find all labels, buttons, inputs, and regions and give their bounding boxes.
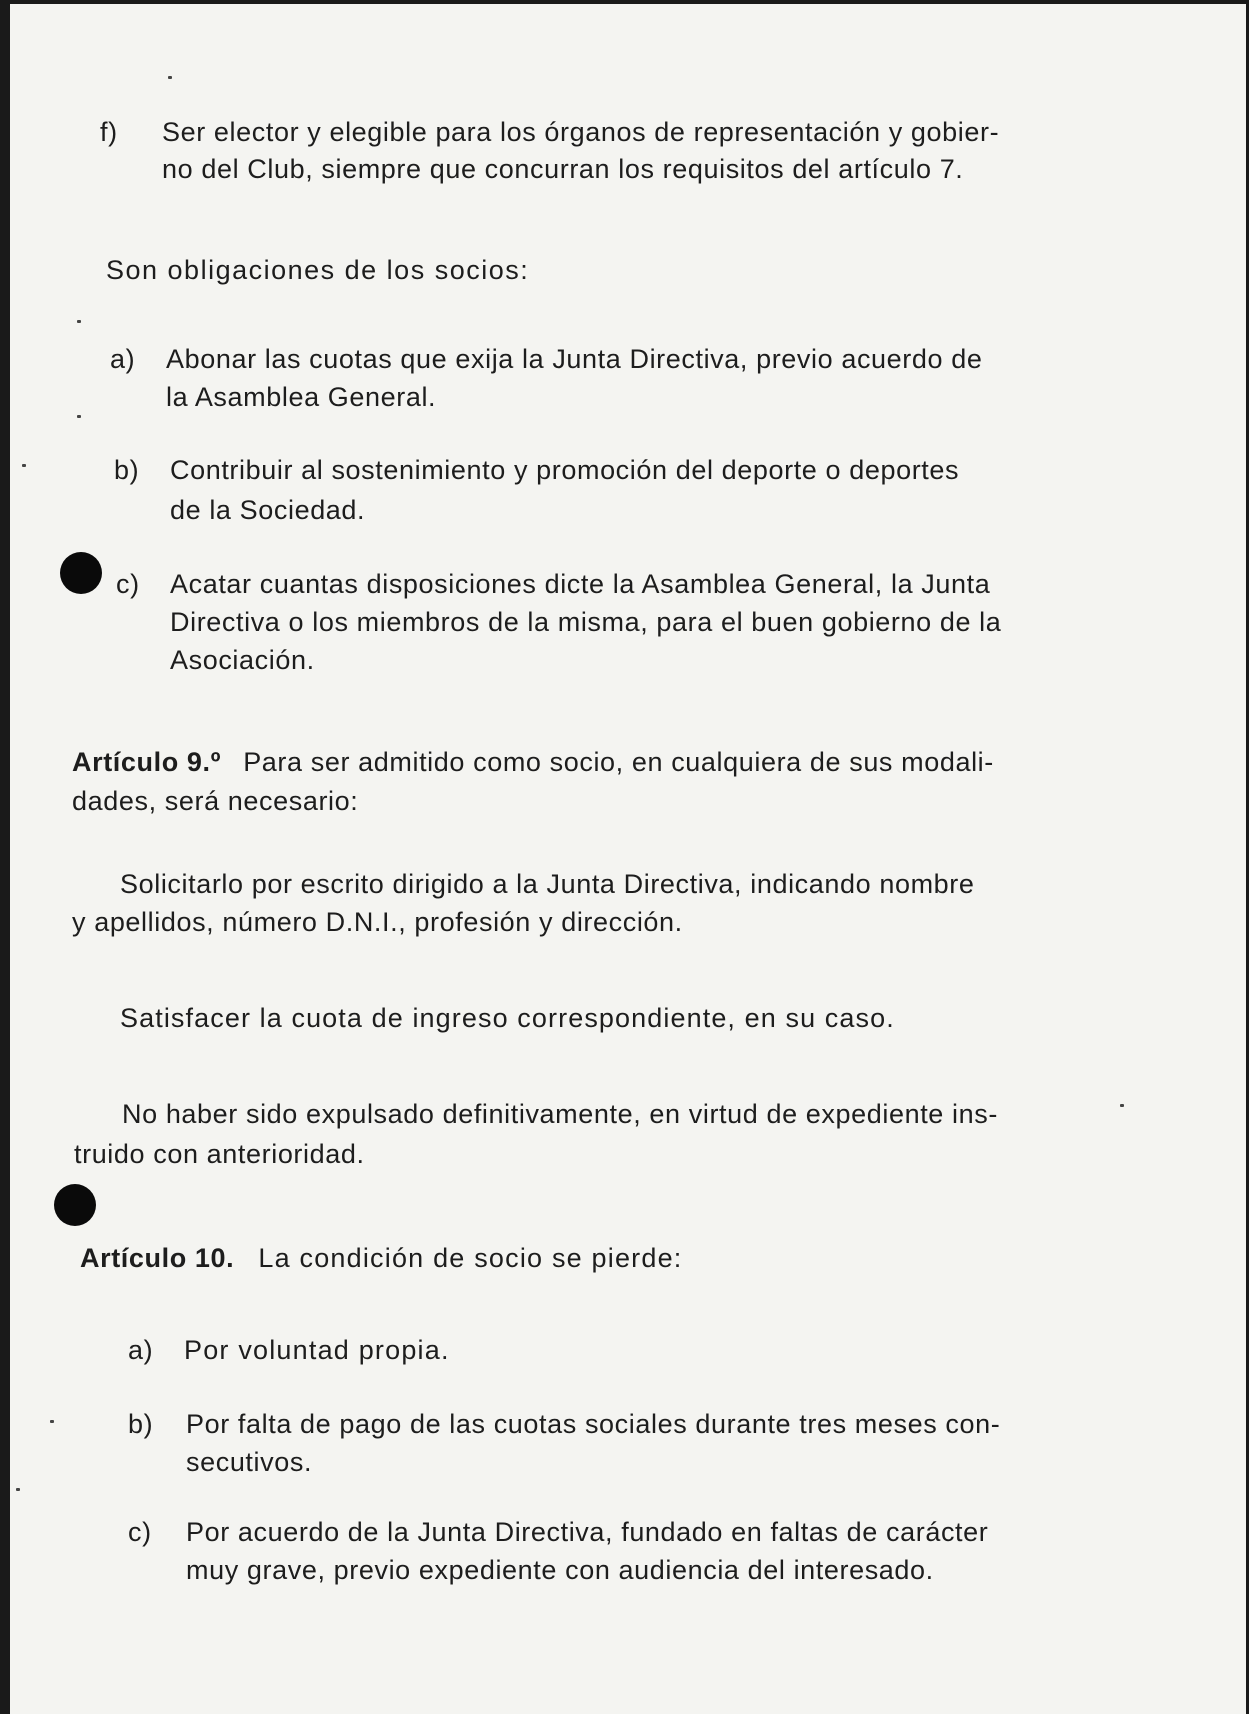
article-9-text: Para ser admitido como socio, en cualquiera de sus modali- (243, 747, 994, 777)
item-line: de la Sociedad. (170, 495, 366, 525)
speck (77, 320, 81, 323)
article-9-heading: Artículo 9.º (72, 747, 222, 777)
speck (50, 1420, 54, 1423)
item-line: Abonar las cuotas que exija la Junta Directiva, previo acuerdo de (166, 344, 983, 374)
requirement-line: No haber sido expulsado definitivamente, en virtud de expediente ins- (122, 1099, 998, 1129)
punch-hole-bottom (54, 1184, 96, 1226)
item-label: c) (128, 1517, 152, 1547)
requirement-line: y apellidos, número D.N.I., profesión y dirección. (72, 907, 683, 937)
item-line: Directiva o los miembros de la misma, para el buen gobierno de la (170, 607, 1002, 637)
obligations-intro: Son obligaciones de los socios: (106, 255, 530, 285)
article-9-paragraph (72, 742, 1152, 816)
item-line: Por voluntad propia. (184, 1335, 450, 1365)
speck (77, 415, 81, 418)
item-label: a) (128, 1335, 154, 1365)
item-line: Acatar cuantas disposiciones dicte la Asamblea General, la Junta (170, 569, 991, 599)
article-10-heading: Artículo 10. (80, 1243, 235, 1273)
item-line: Por acuerdo de la Junta Directiva, fundado en faltas de carácter (186, 1517, 989, 1547)
item-line: muy grave, previo expediente con audiencia del interesado. (186, 1555, 934, 1585)
article-9-requirement-1 (72, 864, 1172, 937)
speck (168, 76, 172, 79)
article-9-text-cont: dades, será necesario: (72, 786, 359, 816)
requirement-line: truido con anterioridad. (74, 1139, 365, 1169)
article-9-requirement-3 (74, 1094, 1174, 1169)
item-line: Contribuir al sostenimiento y promoción del deporte o deportes (170, 455, 960, 485)
item-line: Por falta de pago de las cuotas sociales durante tres meses con- (186, 1409, 1001, 1439)
article-10-paragraph (80, 1238, 683, 1279)
speck (16, 1488, 20, 1491)
item-label: b) (128, 1409, 154, 1439)
item-line: no del Club, siempre que concurran los requisitos del artículo 7. (162, 154, 964, 184)
item-label: b) (114, 455, 140, 485)
article-9-requirement-2: Satisfacer la cuota de ingreso correspondiente, en su caso. (120, 1003, 895, 1033)
speck (22, 464, 26, 467)
item-label: a) (110, 344, 136, 374)
item-line: Asociación. (170, 645, 315, 675)
document-page (10, 4, 1246, 1714)
article-10-text: La condición de socio se pierde: (258, 1243, 683, 1273)
item-label: c) (116, 569, 140, 599)
requirement-line: Solicitarlo por escrito dirigido a la Junta Directiva, indicando nombre (120, 869, 975, 899)
item-label: f) (100, 117, 118, 147)
item-line: la Asamblea General. (166, 382, 437, 412)
punch-hole-top (60, 552, 102, 594)
item-line: secutivos. (186, 1447, 313, 1477)
item-line: Ser elector y elegible para los órganos de representación y gobier- (162, 117, 1000, 147)
